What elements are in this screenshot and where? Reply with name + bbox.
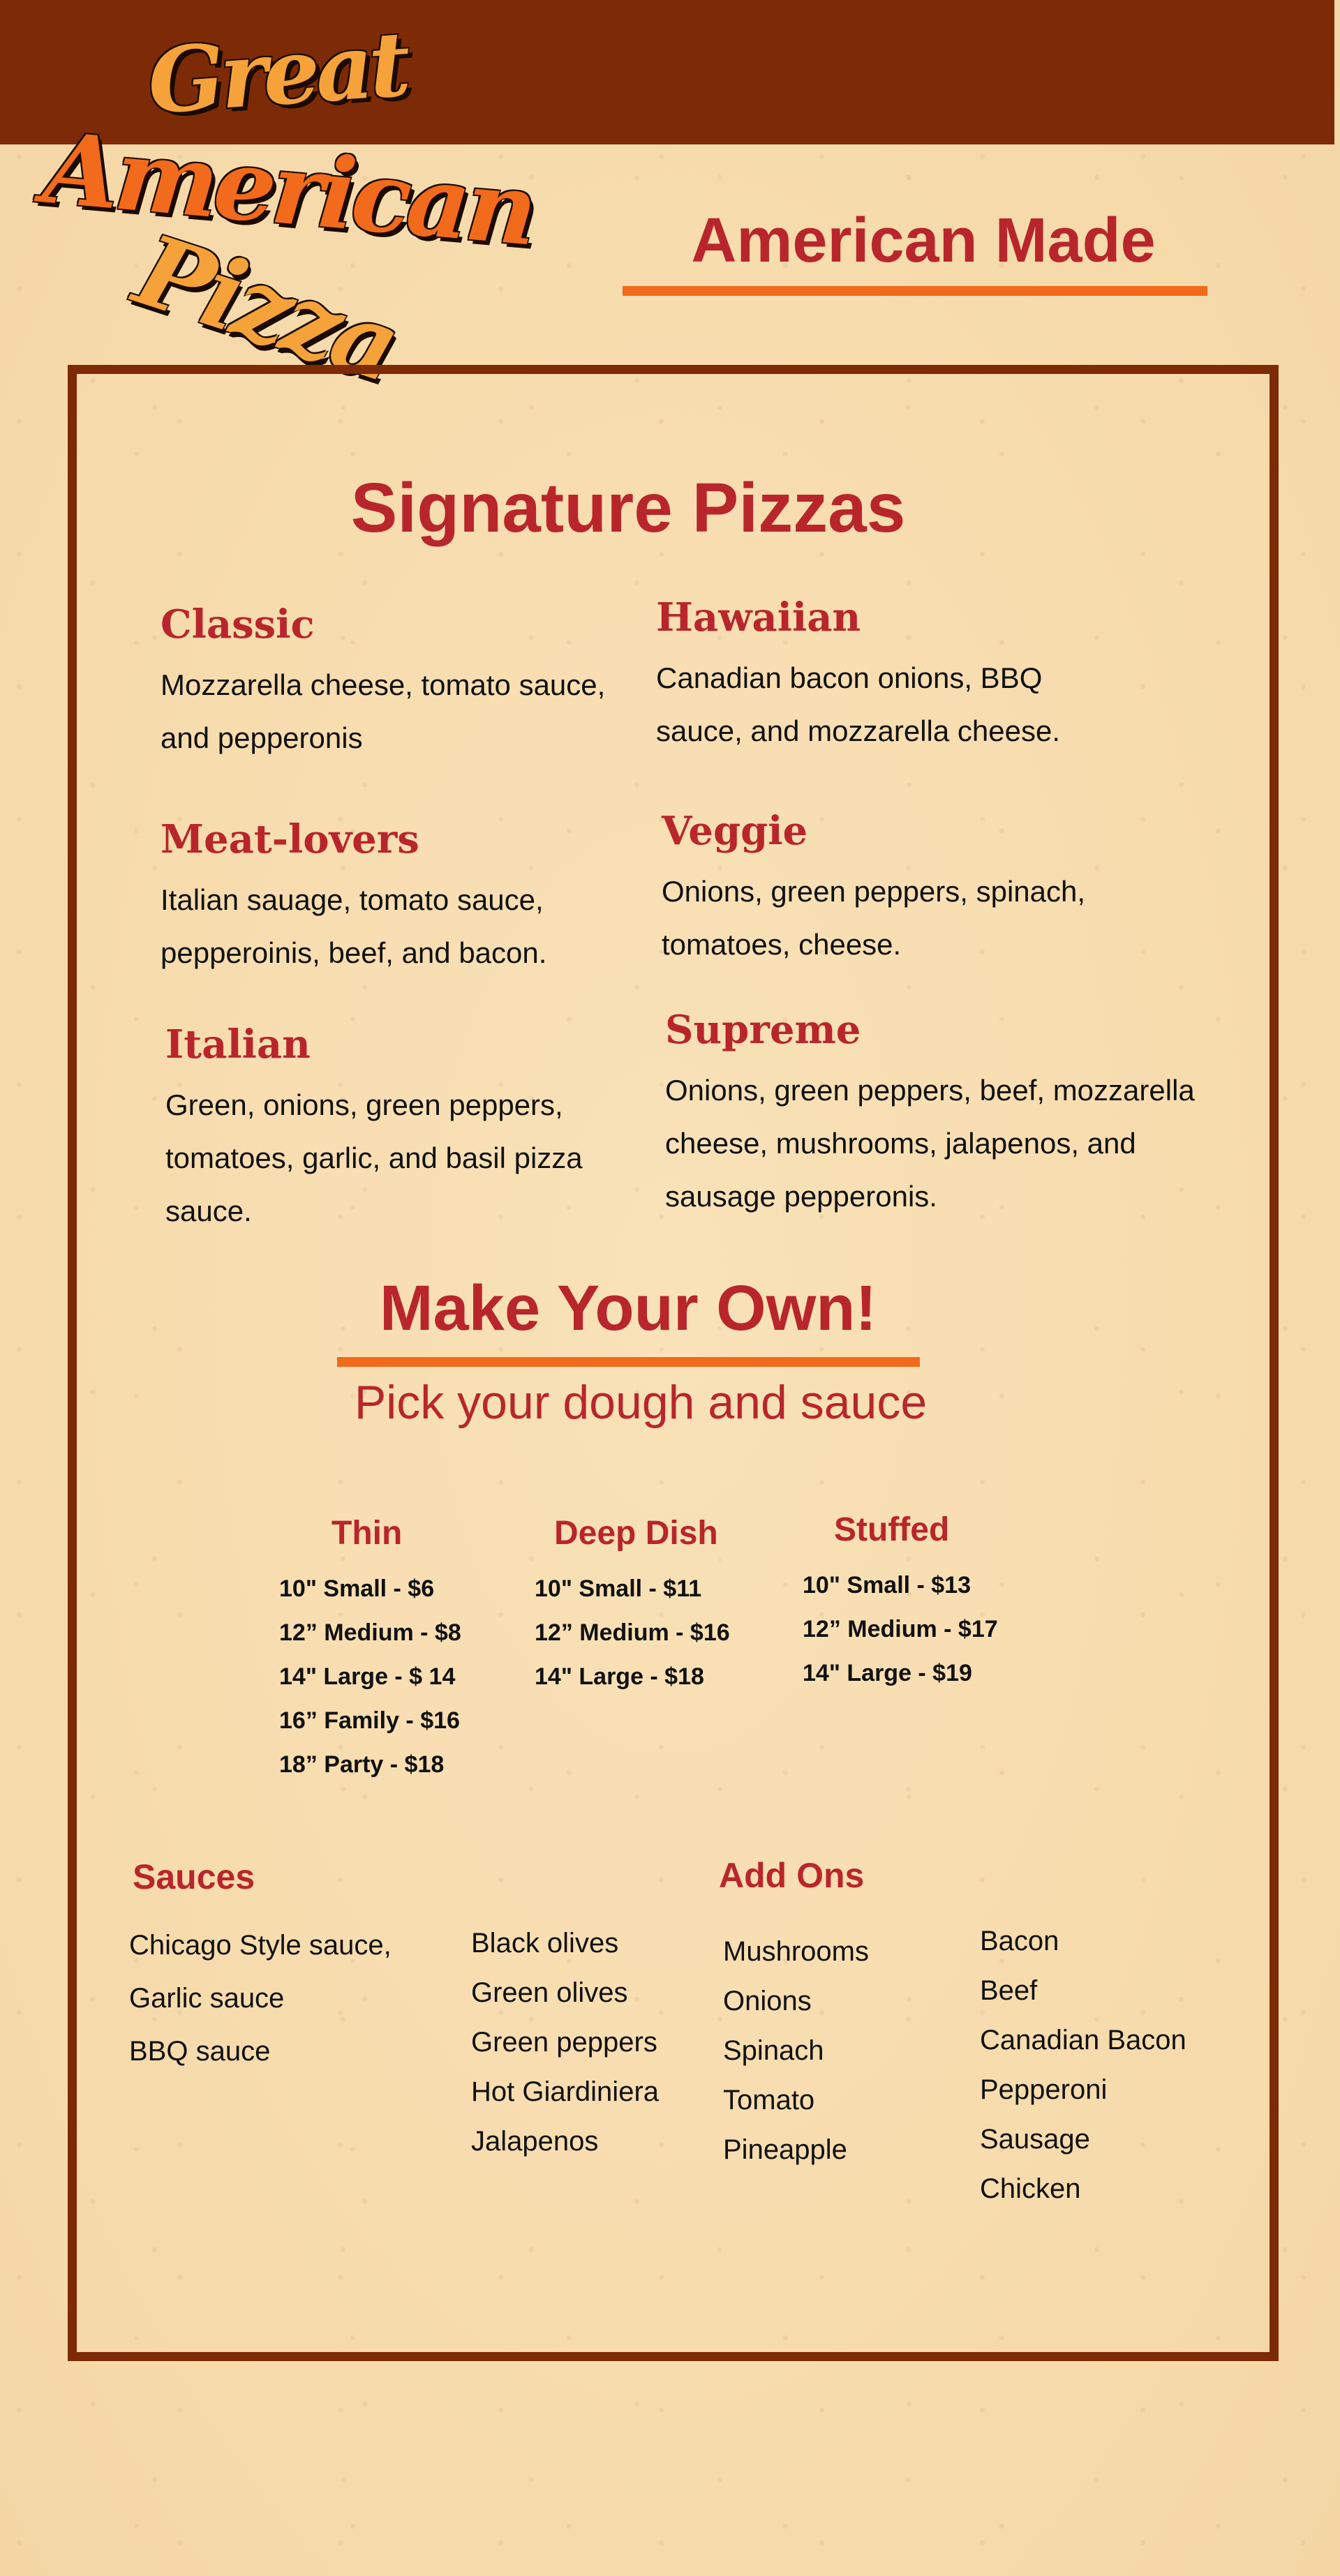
add-on-item: Onions <box>723 1986 812 2016</box>
pizza-name: Hawaiian <box>656 594 861 641</box>
sauce-item: Chicago Style sauce, <box>129 1930 392 1961</box>
pizza-description-line: Italian sauage, tomato sauce, <box>161 883 544 916</box>
pizza-meat-lovers <box>161 815 663 980</box>
add-on-item: Green olives <box>471 1977 628 2008</box>
add-on-item: Sausage <box>980 2124 1090 2155</box>
size-price-item: 16” Family - $16 <box>279 1707 460 1734</box>
crust-stuffed <box>803 1511 998 1695</box>
logo-word-pizza: Pizza <box>122 213 410 404</box>
add-on-item: Jalapenos <box>471 2126 599 2157</box>
size-price-item: 10" Small - $6 <box>279 1575 435 1602</box>
crust-thin <box>279 1514 461 1787</box>
logo-word-american: American <box>39 111 538 269</box>
size-price-item: 12” Medium - $16 <box>535 1619 730 1646</box>
add-ons-list-2 <box>723 1927 869 2175</box>
pizza-description-line: sauce, and mozzarella cheese. <box>656 714 1060 747</box>
sauce-item: Garlic sauce <box>129 1983 285 2014</box>
pizza-name: Supreme <box>665 1007 861 1053</box>
crust-title: Deep Dish <box>554 1515 718 1552</box>
crust-title: Stuffed <box>834 1511 950 1548</box>
size-price-item: 12” Medium - $8 <box>279 1619 461 1646</box>
add-on-item: Spinach <box>723 2035 824 2066</box>
tagline-underline <box>623 286 1207 296</box>
pizza-description-line: Mozzarella cheese, tomato sauce, <box>161 668 606 701</box>
add-ons-list-3 <box>980 1917 1186 2214</box>
make-your-own-underline <box>337 1357 920 1367</box>
crust-deep-dish <box>535 1514 730 1699</box>
pizza-hawaiian <box>656 593 1159 758</box>
pizza-description-line: sausage pepperonis. <box>665 1180 937 1213</box>
pizza-supreme <box>665 1005 1237 1223</box>
size-price-item: 14" Large - $ 14 <box>279 1663 456 1690</box>
add-on-item: Hot Giardiniera <box>471 2076 660 2107</box>
pizza-description-line: pepperoinis, beef, and bacon. <box>161 936 547 969</box>
add-on-item: Black olives <box>471 1928 619 1959</box>
pizza-description-line: Onions, green peppers, beef, mozzarella <box>665 1074 1195 1107</box>
logo-word-great: Great <box>144 12 410 135</box>
size-price-list <box>803 1564 998 1695</box>
size-price-list <box>535 1567 730 1699</box>
great-american-pizza-logo <box>39 12 538 404</box>
size-price-item: 12” Medium - $17 <box>803 1616 998 1642</box>
size-price-item: 10" Small - $11 <box>535 1575 702 1602</box>
sauce-item: BBQ sauce <box>129 2036 271 2067</box>
size-price-item: 18” Party - $18 <box>279 1751 445 1778</box>
pizza-description-line: tomatoes, garlic, and basil pizza <box>165 1141 583 1174</box>
add-on-item: Mushrooms <box>723 1936 869 1967</box>
add-on-item: Beef <box>980 1975 1038 2006</box>
pizza-description-line: tomatoes, cheese. <box>662 928 902 961</box>
add-on-item: Green peppers <box>471 2027 657 2058</box>
size-price-item: 14" Large - $18 <box>535 1663 704 1690</box>
pizza-description-line: Green, onions, green peppers, <box>165 1088 563 1121</box>
add-on-item: Canadian Bacon <box>980 2025 1186 2055</box>
pizza-name: Meat-lovers <box>161 816 419 862</box>
add-on-item: Chicken <box>980 2173 1081 2204</box>
pizza-name: Italian <box>165 1021 311 1068</box>
add-on-item: Pineapple <box>723 2134 847 2165</box>
pizza-name: Classic <box>161 601 315 647</box>
add-on-item: Pepperoni <box>980 2074 1108 2105</box>
sauces-heading: Sauces <box>133 1857 255 1896</box>
pizza-description-line: Canadian bacon onions, BBQ <box>656 661 1043 694</box>
add-ons-heading: Add Ons <box>719 1856 865 1895</box>
pizza-description-line: and pepperonis <box>161 721 363 754</box>
make-your-own-heading: Make Your Own! <box>379 1273 877 1344</box>
pizza-description-line: cheese, mushrooms, jalapenos, and <box>665 1127 1136 1160</box>
pizza-description-line: Onions, green peppers, spinach, <box>662 875 1086 908</box>
pizza-veggie <box>662 807 1164 971</box>
tagline: American Made <box>691 206 1156 276</box>
signature-pizzas-heading: Signature Pizzas <box>350 469 906 547</box>
add-on-item: Bacon <box>980 1926 1059 1956</box>
crust-title: Thin <box>332 1515 403 1552</box>
size-price-list <box>279 1567 461 1787</box>
size-price-item: 10" Small - $13 <box>803 1572 972 1598</box>
pizza-name: Veggie <box>662 808 808 854</box>
size-price-item: 14" Large - $19 <box>803 1660 972 1686</box>
pizza-classic <box>161 600 663 765</box>
sauces-list <box>129 1919 392 2078</box>
pizza-description-line: sauce. <box>165 1195 252 1227</box>
pick-dough-subheading: Pick your dough and sauce <box>354 1376 928 1429</box>
pizza-italian <box>165 1020 668 1238</box>
add-ons-list-1 <box>471 1919 659 2166</box>
add-on-item: Tomato <box>723 2085 815 2116</box>
